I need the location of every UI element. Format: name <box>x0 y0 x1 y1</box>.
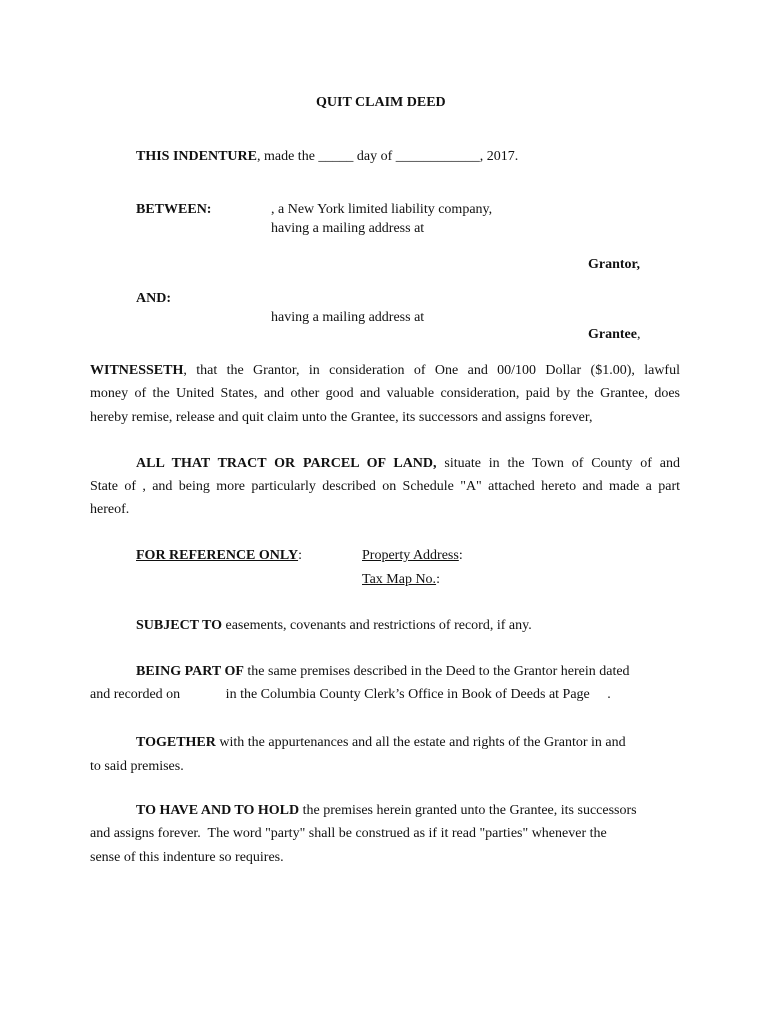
witnesseth-line-2: money of the United States, and other good and valuable consideration, paid by the Grantee, does <box>90 386 680 401</box>
witnesseth-line-1 <box>90 364 680 378</box>
subject-to-lead: SUBJECT TO <box>136 618 222 633</box>
tax-map-colon: : <box>436 572 440 587</box>
habendum-line-3: sense of this indenture so requires. <box>90 850 284 865</box>
indenture-rest: , made the _____ day of ____________, 2017. <box>256 149 519 164</box>
being-part-line-2: and recorded on in the Columbia County Clerk’s Office in Book of Deeds at Page . <box>90 687 611 702</box>
together-line-1 <box>136 736 626 750</box>
between-label: BETWEEN: <box>136 202 212 217</box>
reference-label-text: FOR REFERENCE ONLY <box>136 548 299 563</box>
habendum-line-1 <box>136 804 637 818</box>
being-part-line-1 <box>136 665 630 679</box>
tract-line-2: State of , and being more particularly described on Schedule "A" attached hereto and made a part <box>90 479 680 494</box>
property-address <box>362 549 463 563</box>
tract-line-3: hereof. <box>90 502 130 517</box>
witnesseth-lead: WITNESSETH <box>90 363 184 378</box>
grantor-address-label: having a mailing address at <box>271 221 425 236</box>
tax-map <box>362 573 440 587</box>
and-label: AND: <box>136 291 171 306</box>
grantee-role <box>588 328 640 342</box>
grantee-role-tail: , <box>636 327 641 342</box>
witnesseth-line-1-rest: , that the Grantor, in consideration of One and 00/100 Dollar ($1.00), lawful <box>183 363 680 378</box>
grantee-role-label: Grantee <box>588 327 637 342</box>
habendum-line-1-rest: the premises herein granted unto the Grantee, its successors <box>299 803 637 818</box>
subject-to-line <box>136 619 532 633</box>
deed-title: QUIT CLAIM DEED <box>316 95 446 110</box>
being-part-lead: BEING PART OF <box>136 664 244 679</box>
tax-map-label: Tax Map No. <box>362 572 437 587</box>
indenture-line <box>136 150 518 164</box>
tract-line-1-rest: situate in the Town of County of and <box>436 456 680 471</box>
together-lead: TOGETHER <box>136 735 216 750</box>
grantor-role: Grantor, <box>588 257 640 272</box>
subject-to-rest: easements, covenants and restrictions of record, if any. <box>222 618 532 633</box>
grantee-address-label: having a mailing address at <box>271 310 425 325</box>
property-address-label: Property Address <box>362 548 459 563</box>
being-part-line-1-rest: the same premises described in the Deed to the Grantor herein dated <box>243 664 630 679</box>
witnesseth-line-3: hereby remise, release and quit claim unto the Grantee, its successors and assigns forever, <box>90 410 593 425</box>
reference-label <box>136 549 302 563</box>
tract-lead: ALL THAT TRACT OR PARCEL OF LAND, <box>136 456 437 471</box>
reference-label-colon: : <box>298 548 302 563</box>
grantor-description: , a New York limited liability company, <box>271 202 493 217</box>
indenture-lead: THIS INDENTURE <box>136 149 257 164</box>
property-address-colon: : <box>458 548 463 563</box>
tract-line-1 <box>136 457 680 471</box>
together-line-2: to said premises. <box>90 759 184 774</box>
habendum-line-2: and assigns forever. The word "party" shall be construed as if it read "parties" whenever the <box>90 826 607 841</box>
together-line-1-rest: with the appurtenances and all the estate and rights of the Grantor in and <box>215 735 626 750</box>
habendum-lead: TO HAVE AND TO HOLD <box>136 803 300 818</box>
